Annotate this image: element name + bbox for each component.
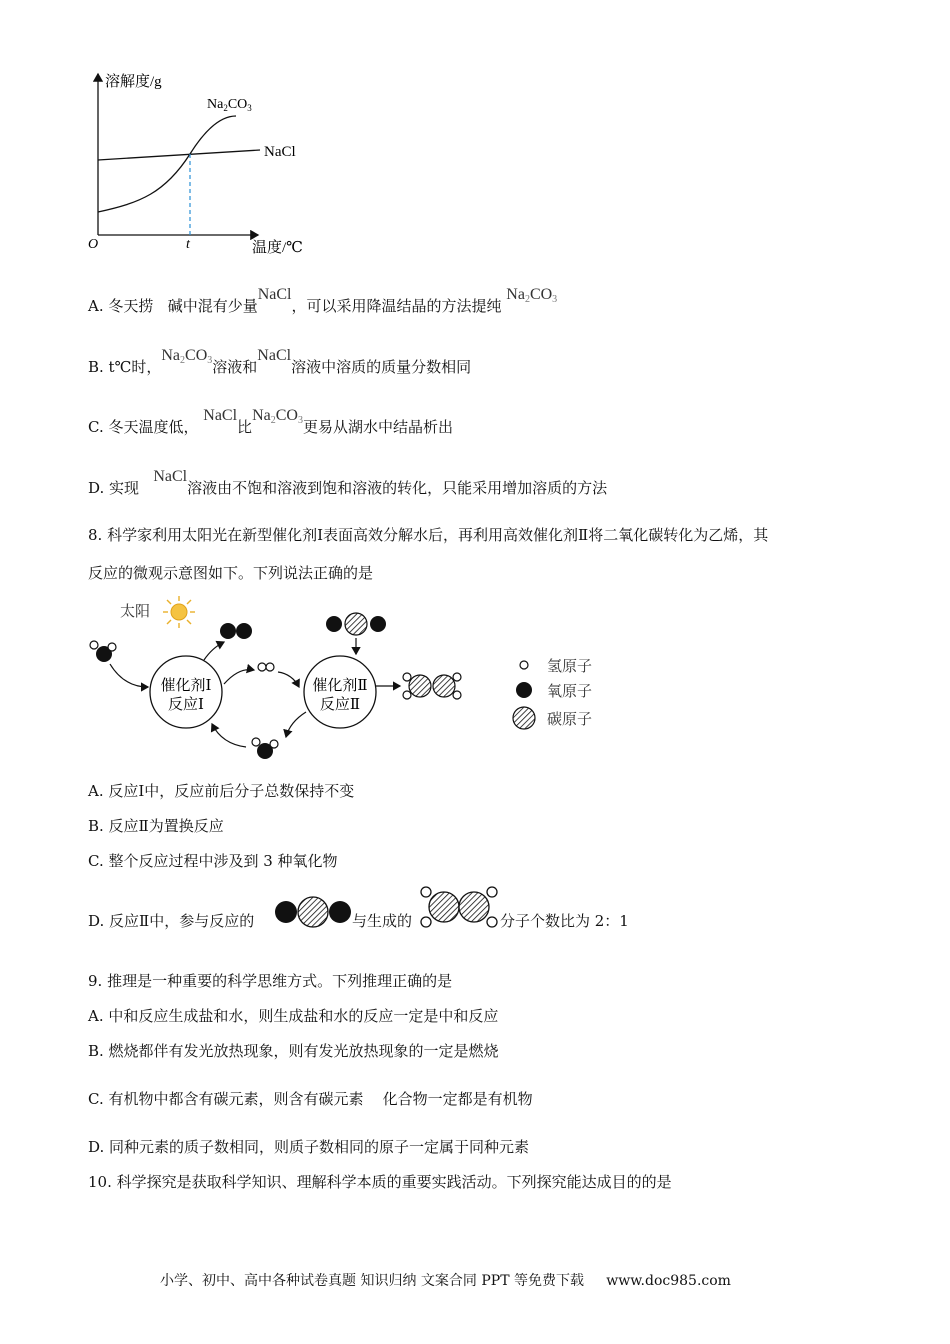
na2co3-formula: $Na_2CO_3$ (506, 286, 558, 305)
water-molecule-output (252, 738, 278, 759)
reaction2-label: 反应Ⅱ (319, 697, 361, 713)
sun-icon (163, 596, 195, 628)
x-axis-label: 温度/℃ (252, 240, 303, 256)
q8-stem-line1: 8. 科学家利用太阳光在新型催化剂Ⅰ表面高效分解水后，再利用高效催化剂Ⅱ将二氧化碳转化为乙烯，其 (88, 526, 769, 544)
q7-d-suffix: 溶液由不饱和溶液到饱和溶液的转化，只能采用增加溶质的方法 (187, 479, 608, 497)
footer-text: 小学、初中、高中各种试卷真题 知识归纳 文案合同 PPT 等免费下载 (160, 1273, 584, 1289)
nacl-formula: NaCl (153, 468, 188, 485)
arrow-h2-to-cat2 (278, 672, 299, 687)
legend-oxygen-icon (516, 682, 532, 698)
hydrogen-molecule-h2 (258, 663, 274, 671)
legend-hydrogen-label: 氢原子 (547, 659, 593, 675)
q8-option-a: A. 反应Ⅰ中，反应前后分子总数保持不变 (88, 782, 355, 800)
na2co3-formula: $Na_2CO_3$ (252, 407, 303, 426)
q7-a-gap: 碱中混有少量 (167, 297, 258, 315)
q8-d-prefix: D. 反应Ⅱ中，参与反应的 (88, 912, 255, 930)
q7-b-mid: 溶液和 (212, 358, 258, 376)
q7-c-prefix: C. 冬天温度低， (88, 418, 199, 436)
nacl-formula: NaCl (257, 286, 292, 303)
arrow-water-to-cat1-return (212, 724, 246, 747)
arrow-cat1-to-o2 (204, 642, 224, 660)
q7-option-a (88, 286, 558, 322)
footer (160, 1270, 731, 1290)
q8-option-d (88, 911, 254, 931)
arrow-cat1-to-h2 (224, 670, 254, 684)
ethylene-molecule (403, 673, 461, 699)
na2co3-formula: $Na_2CO_3$ (161, 347, 213, 366)
q7-option-c (88, 407, 453, 443)
q9-option-c (88, 1089, 533, 1109)
nacl-formula: NaCl (257, 347, 292, 364)
nacl-formula: NaCl (203, 407, 238, 424)
reaction1-label: 反应Ⅰ (168, 697, 204, 713)
q9-option-a: A. 中和反应生成盐和水，则生成盐和水的反应一定是中和反应 (88, 1007, 499, 1025)
q9-option-d: D. 同种元素的质子数相同，则质子数相同的原子一定属于同种元素 (88, 1138, 530, 1156)
q7-b-suffix: 溶液中溶质的质量分数相同 (291, 358, 472, 376)
solubility-chart (80, 68, 320, 260)
water-molecule-input (90, 641, 116, 662)
q9-stem: 9. 推理是一种重要的科学思维方式。下列推理正确的是 (88, 972, 453, 990)
q8-option-b: B. 反应Ⅱ为置换反应 (88, 817, 224, 835)
x-tick-t: t (186, 237, 190, 252)
legend-carbon-icon (513, 707, 535, 729)
q7-option-d (88, 468, 608, 499)
nacl-curve (98, 150, 260, 160)
legend-oxygen-label: 氧原子 (547, 684, 593, 700)
q9-c-suffix: 化合物一定都是有机物 (382, 1090, 533, 1108)
q7-option-b (88, 347, 472, 383)
reaction-diagram (84, 592, 624, 764)
co2-molecule-inline (274, 896, 352, 928)
q7-a-prefix: A. 冬天捞 (88, 297, 154, 315)
q7-a-mid: ，可以采用降温结晶的方法提纯 (291, 297, 502, 315)
origin-label: O (88, 237, 99, 252)
q8-option-c: C. 整个反应过程中涉及到 3 种氧化物 (88, 852, 338, 870)
q9-c-prefix: C. 有机物中都含有碳元素，则含有碳元素 (88, 1090, 364, 1108)
catalyst2-label: 催化剂Ⅱ (312, 678, 368, 694)
na2co3-curve (98, 116, 236, 212)
ethylene-molecule-inline (418, 884, 500, 930)
y-axis-label: 溶解度/g (105, 74, 162, 90)
catalyst1-label: 催化剂Ⅰ (160, 678, 212, 694)
nacl-series-label: NaCl (264, 144, 296, 160)
sun-label: 太阳 (120, 604, 151, 620)
oxygen-molecule-o2 (220, 623, 252, 639)
q8-d-mid: 与生成的 (352, 912, 413, 930)
q7-d-prefix: D. 实现 (88, 479, 140, 497)
legend (513, 658, 592, 729)
q9-option-b: B. 燃烧都伴有发光放热现象，则有发光放热现象的一定是燃烧 (88, 1042, 499, 1060)
q7-b-prefix: B. t℃时， (88, 358, 162, 376)
q10-stem: 10. 科学探究是获取科学知识、理解科学本质的重要实践活动。下列探究能达成目的的是 (88, 1173, 672, 1191)
q7-c-mid: 比 (237, 418, 253, 436)
footer-link[interactable]: www.doc985.com (606, 1273, 731, 1289)
na2co3-series-label: $Na_2CO_3$ (207, 97, 252, 113)
arrow-cat2-to-water (286, 712, 306, 737)
legend-hydrogen-icon (520, 661, 528, 669)
carbon-dioxide-molecule (326, 613, 386, 635)
q8-d-suffix: 分子个数比为 2：1 (500, 912, 629, 930)
legend-carbon-label: 碳原子 (547, 712, 593, 728)
q7-c-suffix: 更易从湖水中结晶析出 (302, 418, 453, 436)
arrow-water-to-cat1 (110, 664, 148, 687)
q8-stem-line2: 反应的微观示意图如下。下列说法正确的是 (88, 564, 374, 582)
